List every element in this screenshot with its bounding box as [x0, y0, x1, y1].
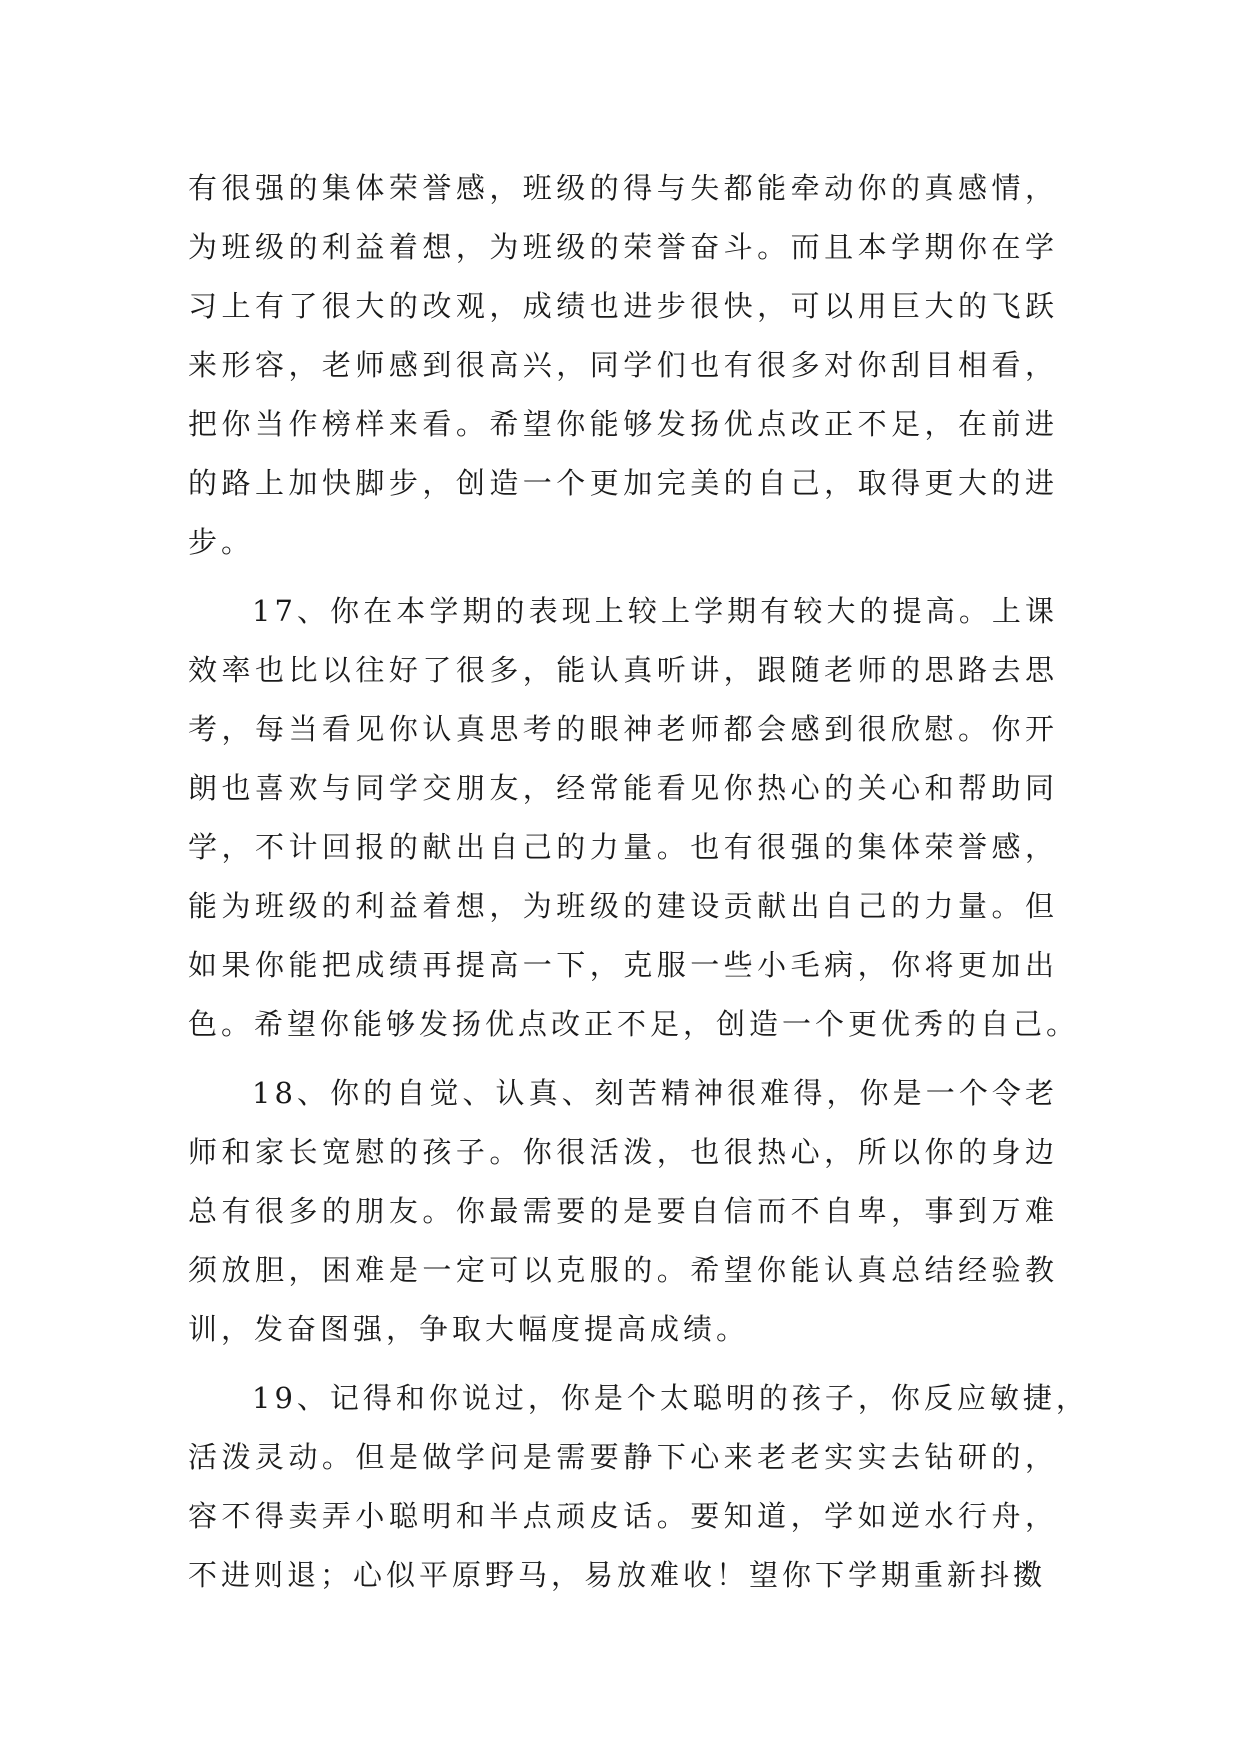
text-line: 能为班级的利益着想，为班级的建设贡献出自己的力量。但 — [188, 889, 1058, 923]
text-line: 色。希望你能够发扬优点改正不足，创造一个更优秀的自己。 — [188, 1007, 1080, 1041]
text-line: 朗也喜欢与同学交朋友，经常能看见你热心的关心和帮助同 — [188, 771, 1058, 805]
text-line: 有很强的集体荣誉感，班级的得与失都能牵动你的真感情， — [188, 171, 1058, 205]
text-line: 习上有了很大的改观，成绩也进步很快，可以用巨大的飞跃 — [188, 289, 1058, 323]
text-line: 总有很多的朋友。你最需要的是要自信而不自卑，事到万难 — [188, 1194, 1058, 1228]
document-body — [188, 159, 1089, 1605]
text-line: 来形容，老师感到很高兴，同学们也有很多对你刮目相看， — [188, 348, 1058, 382]
text-line: 19、记得和你说过，你是个太聪明的孩子，你反应敏捷， — [252, 1381, 1089, 1415]
text-line: 18、你的自觉、认真、刻苦精神很难得，你是一个令老 — [252, 1076, 1058, 1110]
text-line: 训，发奋图强，争取大幅度提高成绩。 — [188, 1312, 750, 1346]
paragraph — [188, 582, 1080, 1054]
text-line: 的路上加快脚步，创造一个更加完美的自己，取得更大的进 — [188, 466, 1058, 500]
text-line: 步。 — [188, 525, 255, 559]
text-line: 考，每当看见你认真思考的眼神老师都会感到很欣慰。你开 — [188, 712, 1058, 746]
paragraph — [188, 1064, 1058, 1359]
text-line: 如果你能把成绩再提高一下，克服一些小毛病，你将更加出 — [188, 948, 1058, 982]
paragraph — [188, 159, 1058, 572]
text-line: 师和家长宽慰的孩子。你很活泼，也很热心，所以你的身边 — [188, 1135, 1058, 1169]
text-line: 17、你在本学期的表现上较上学期有较大的提高。上课 — [252, 594, 1058, 628]
text-line: 学，不计回报的献出自己的力量。也有很强的集体荣誉感， — [188, 830, 1058, 864]
paragraph — [188, 1369, 1089, 1605]
text-line: 活泼灵动。但是做学问是需要静下心来老老实实去钻研的， — [188, 1440, 1058, 1474]
text-line: 把你当作榜样来看。希望你能够发扬优点改正不足，在前进 — [188, 407, 1058, 441]
text-line: 不进则退；心似平原野马，易放难收！望你下学期重新抖擞 — [188, 1558, 1047, 1592]
text-line: 容不得卖弄小聪明和半点顽皮话。要知道，学如逆水行舟， — [188, 1499, 1058, 1533]
text-line: 须放胆，困难是一定可以克服的。希望你能认真总结经验教 — [188, 1253, 1058, 1287]
text-line: 效率也比以往好了很多，能认真听讲，跟随老师的思路去思 — [188, 653, 1058, 687]
text-line: 为班级的利益着想，为班级的荣誉奋斗。而且本学期你在学 — [188, 230, 1058, 264]
